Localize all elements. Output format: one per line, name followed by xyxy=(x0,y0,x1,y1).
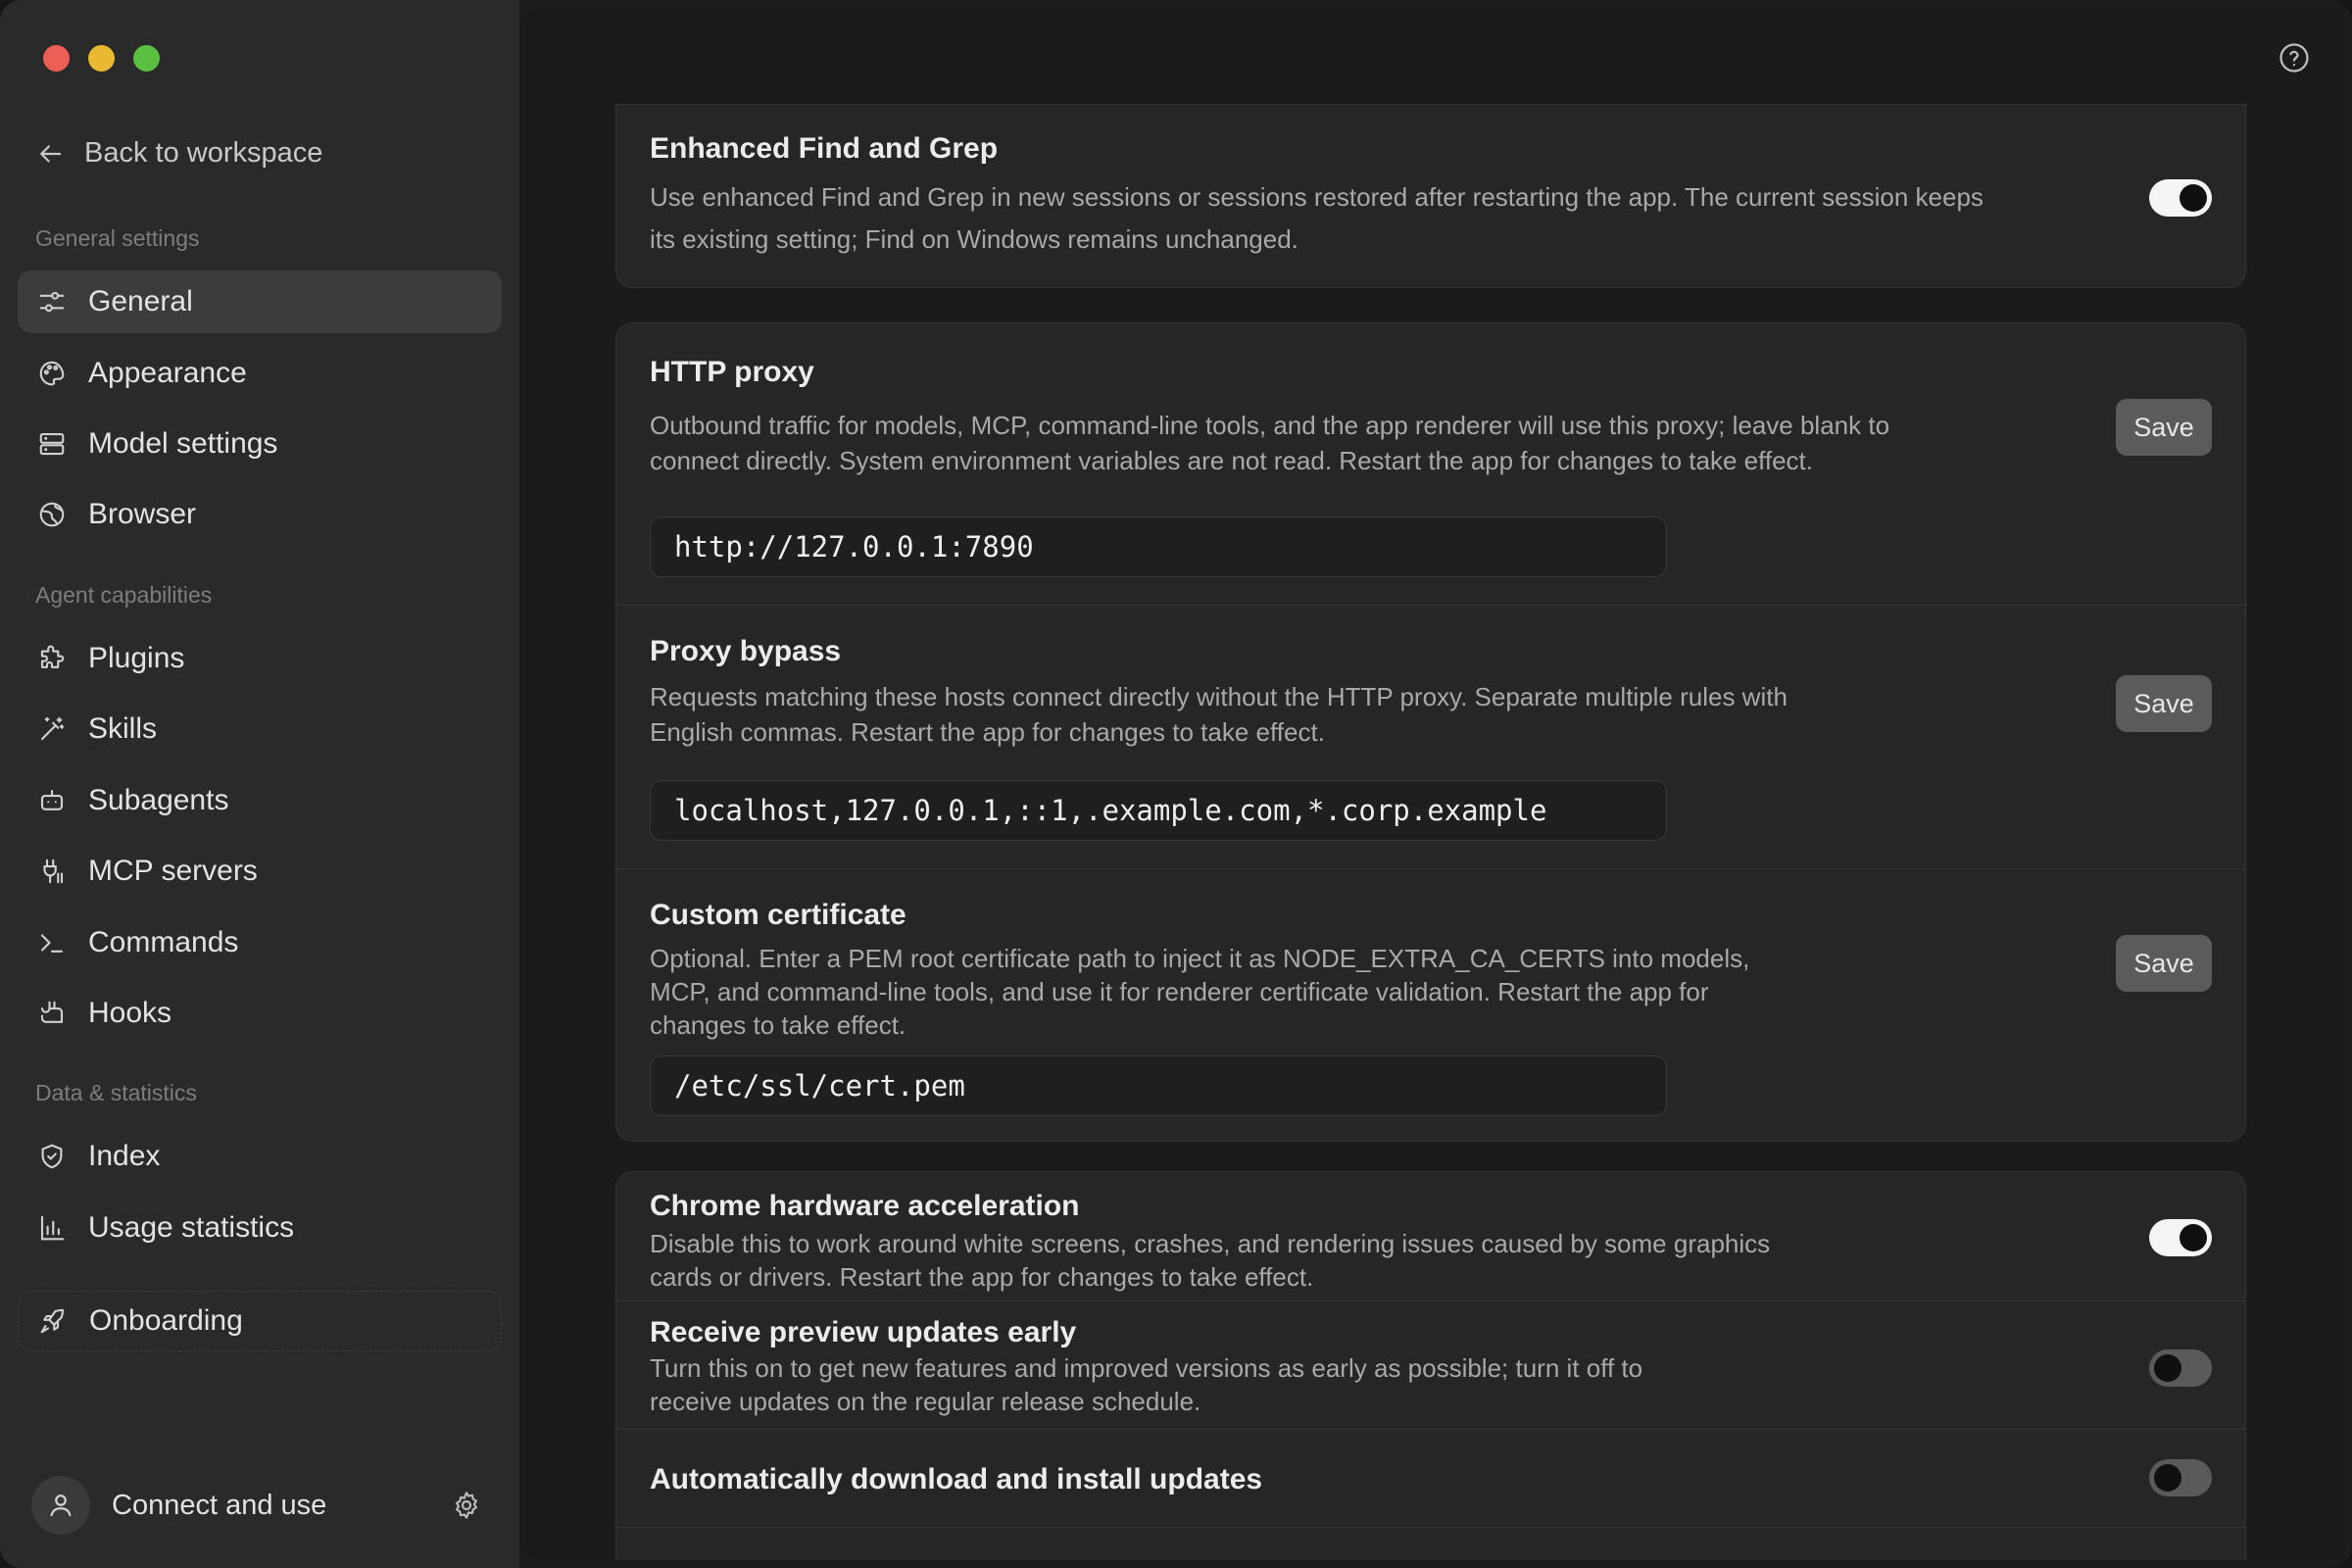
sidebar-item-browser[interactable] xyxy=(18,483,502,546)
terminal-icon xyxy=(37,928,67,957)
sidebar-item-model-settings[interactable] xyxy=(18,413,502,475)
bot-icon xyxy=(37,786,67,815)
desc-line: Turn this on to get new features and improved versions as early as possible; turn it off to xyxy=(650,1353,1643,1383)
setting-title: Chrome hardware acceleration xyxy=(650,1190,1080,1222)
sidebar-item-label: Commands xyxy=(88,926,239,958)
desc-line: Optional. Enter a PEM root certificate path to inject it as NODE_EXTRA_CA_CERTS into models, xyxy=(650,944,1750,973)
sidebar-item-plugins[interactable] xyxy=(18,627,502,690)
setting-title: Receive preview updates early xyxy=(650,1316,1077,1348)
window-controls xyxy=(43,45,160,72)
proxy-bypass-save-button[interactable]: Save xyxy=(2116,675,2212,732)
setting-description xyxy=(650,679,1788,750)
sidebar-item-label: Index xyxy=(88,1140,161,1172)
setting-description xyxy=(650,408,1889,478)
desc-line: English commas. Restart the app for changes to take effect. xyxy=(650,717,1325,747)
sidebar-item-label: Subagents xyxy=(88,784,229,816)
section-label-agent: Agent capabilities xyxy=(35,582,213,608)
user-icon xyxy=(46,1491,75,1520)
sidebar-item-label: Hooks xyxy=(88,997,172,1029)
section-label-general: General settings xyxy=(35,225,200,251)
sidebar-item-skills[interactable] xyxy=(18,698,502,760)
preview-updates-toggle[interactable] xyxy=(2149,1349,2212,1387)
card-enhanced-find xyxy=(615,104,2246,288)
sidebar-item-label: Plugins xyxy=(88,642,185,674)
http-proxy-save-button[interactable]: Save xyxy=(2116,399,2212,456)
desc-line: connect directly. System environment variables are not read. Restart the app for changes to take effect. xyxy=(650,446,1813,475)
sidebar-item-label: Browser xyxy=(88,498,197,530)
desc-line: changes to take effect. xyxy=(650,1010,906,1040)
plug-icon xyxy=(37,857,67,886)
sidebar-item-label: Appearance xyxy=(88,357,247,389)
auto-update-toggle[interactable] xyxy=(2149,1459,2212,1496)
puzzle-icon xyxy=(37,644,67,673)
account-area xyxy=(31,1474,482,1537)
next-setting-row xyxy=(616,1527,2245,1560)
sidebar-item-commands[interactable] xyxy=(18,911,502,974)
desc-line: MCP, and command-line tools, and use it for renderer certificate validation. Restart the app for xyxy=(650,977,1709,1006)
desc-line: Outbound traffic for models, MCP, command-line tools, and the app renderer will use this proxy; leave blank to xyxy=(650,411,1890,440)
sidebar-item-subagents[interactable] xyxy=(18,769,502,832)
desc-line: receive updates on the regular release schedule. xyxy=(650,1387,1201,1416)
preview-updates-row xyxy=(616,1300,2245,1429)
arrow-left-icon xyxy=(35,139,65,169)
sidebar-item-mcp-servers[interactable] xyxy=(18,840,502,903)
server-icon xyxy=(37,429,67,459)
back-label: Back to workspace xyxy=(84,137,323,169)
sidebar-item-index[interactable] xyxy=(18,1125,502,1188)
zoom-window-button[interactable] xyxy=(133,45,160,72)
card-network xyxy=(615,322,2246,1142)
setting-title: HTTP proxy xyxy=(650,356,814,388)
settings-panel xyxy=(519,8,2344,1560)
setting-title: Enhanced Find and Grep xyxy=(650,132,999,165)
setting-title: Proxy bypass xyxy=(650,635,842,667)
toggle-knob xyxy=(2154,1464,2181,1492)
globe-icon xyxy=(37,500,67,529)
setting-title: Custom certificate xyxy=(650,899,906,931)
custom-certificate-save-button[interactable]: Save xyxy=(2116,935,2212,992)
chrome-hw-accel-toggle[interactable] xyxy=(2149,1219,2212,1256)
proxy-bypass-input[interactable]: localhost,127.0.0.1,::1,.example.com,*.corp.example xyxy=(650,780,1667,841)
enhanced-find-toggle[interactable] xyxy=(2149,179,2212,217)
sidebar-item-label: Onboarding xyxy=(89,1304,243,1337)
proxy-bypass-row xyxy=(616,605,2245,868)
setting-title: Automatically download and install updates xyxy=(650,1463,1263,1495)
gear-icon[interactable] xyxy=(451,1490,482,1521)
http-proxy-input[interactable]: http://127.0.0.1:7890 xyxy=(650,516,1667,577)
sidebar-item-onboarding[interactable] xyxy=(18,1291,502,1351)
bar-chart-icon xyxy=(37,1213,67,1243)
desc-line: cards or drivers. Restart the app for changes to take effect. xyxy=(650,1262,1314,1292)
magic-wand-icon xyxy=(37,714,67,744)
toggle-knob xyxy=(2180,1224,2207,1251)
sidebar-item-general[interactable] xyxy=(18,270,502,333)
desc-line: Use enhanced Find and Grep in new sessions or sessions restored after restarting the app. The current session keeps xyxy=(650,182,1984,212)
toggle-knob xyxy=(2180,184,2207,212)
desc-line: Disable this to work around white screens, crashes, and rendering issues caused by some graphics xyxy=(650,1229,1771,1258)
close-window-button[interactable] xyxy=(43,45,70,72)
rocket-icon xyxy=(38,1306,68,1336)
card-app-updates xyxy=(615,1171,2246,1560)
sidebar-item-label: Usage statistics xyxy=(88,1211,295,1244)
custom-certificate-row xyxy=(616,868,2245,1143)
auto-update-row xyxy=(616,1429,2245,1527)
chrome-hw-accel-row xyxy=(616,1172,2245,1300)
sidebar-item-usage-statistics[interactable] xyxy=(18,1197,502,1259)
sidebar-item-label: MCP servers xyxy=(88,855,258,887)
palette-icon xyxy=(37,359,67,388)
toggle-knob xyxy=(2154,1354,2181,1382)
http-proxy-row xyxy=(616,323,2245,605)
account-label[interactable]: Connect and use xyxy=(112,1489,327,1521)
custom-certificate-input[interactable]: /etc/ssl/cert.pem xyxy=(650,1055,1667,1116)
minimize-window-button[interactable] xyxy=(88,45,115,72)
sidebar-item-label: Skills xyxy=(88,712,158,745)
sidebar-item-label: General xyxy=(88,285,193,318)
setting-description xyxy=(650,179,1984,257)
setting-description xyxy=(650,1351,1642,1418)
desc-line: its existing setting; Find on Windows remains unchanged. xyxy=(650,224,1298,254)
help-circle-icon[interactable] xyxy=(2278,41,2311,74)
shield-icon xyxy=(37,1142,67,1171)
sliders-icon xyxy=(37,287,67,317)
setting-description xyxy=(650,942,1749,1042)
sidebar xyxy=(0,0,519,1568)
desc-line: Requests matching these hosts connect directly without the HTTP proxy. Separate multiple rules with xyxy=(650,682,1788,711)
avatar[interactable] xyxy=(31,1476,90,1535)
sidebar-item-hooks[interactable] xyxy=(18,982,502,1045)
back-to-workspace-link[interactable] xyxy=(35,137,322,170)
setting-description xyxy=(650,1227,1770,1294)
section-label-data: Data & statistics xyxy=(35,1080,197,1105)
hook-icon xyxy=(37,999,67,1028)
sidebar-item-label: Model settings xyxy=(88,427,278,460)
sidebar-item-appearance[interactable] xyxy=(18,342,502,405)
